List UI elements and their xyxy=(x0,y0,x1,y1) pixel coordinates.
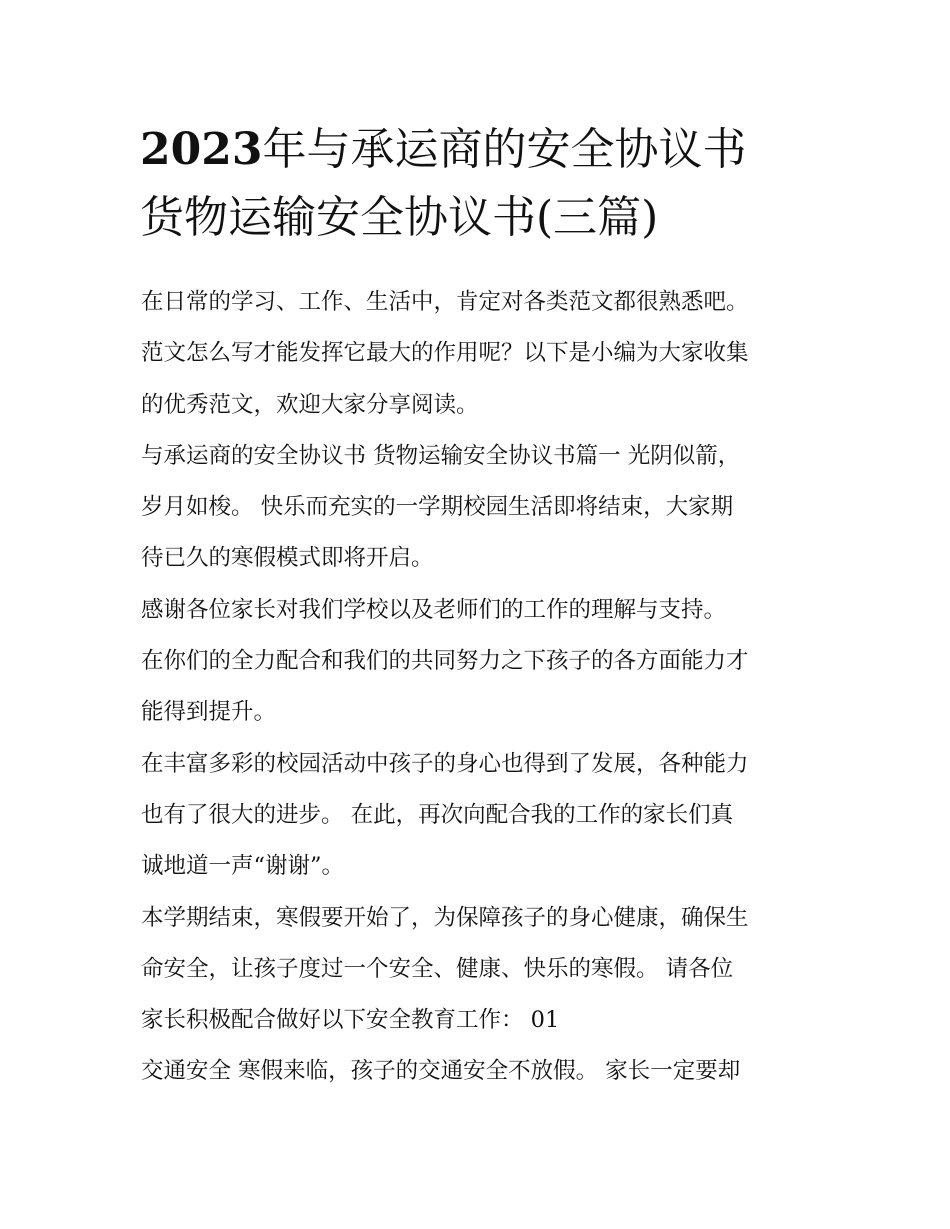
title-line-2: 货物运输安全协议书(三篇) xyxy=(140,192,659,243)
paragraph-line: 待已久的寒假模式即将开启。 xyxy=(141,545,434,572)
paragraph-line: 命安全，让孩子度过一个安全、健康、快乐的寒假。 请各位 xyxy=(141,955,734,982)
paragraph-thanks xyxy=(141,585,821,636)
paragraph-intro xyxy=(141,277,821,431)
paragraph-section-one xyxy=(141,431,821,585)
paragraph-cooperation xyxy=(141,636,821,739)
paragraph-line: 感谢各位家长对我们学校以及老师们的工作的理解与支持。 xyxy=(141,596,727,623)
paragraph-line: 也有了很大的进步。 在此，再次向配合我的工作的家长们真 xyxy=(141,801,734,828)
paragraph-line: 范文怎么写才能发挥它最大的作用呢？以下是小编为大家收集 xyxy=(141,340,749,367)
paragraph-activities xyxy=(141,739,821,893)
paragraph-line: 交通安全 寒假来临，孩子的交通安全不放假。 家长一定要却 xyxy=(141,1058,741,1085)
paragraph-line: 本学期结束，寒假要开始了，为保障孩子的身心健康，确保生 xyxy=(141,904,749,931)
paragraph-line: 与承运商的安全协议书 货物运输安全协议书篇一 光阴似箭， xyxy=(141,442,741,469)
paragraph-line: 岁月如梭。 快乐而充实的一学期校园生活即将结束，大家期 xyxy=(141,494,734,521)
paragraph-line: 诚地道一声“谢谢”。 xyxy=(141,853,345,880)
paragraph-line: 在日常的学习、工作、生活中，肯定对各类范文都很熟悉吧。 xyxy=(141,289,749,315)
paragraph-winter-break xyxy=(141,893,821,1047)
paragraph-line: 的优秀范文，欢迎大家分享阅读。 xyxy=(141,391,479,418)
document-title xyxy=(140,116,830,252)
paragraph-line: 能得到提升。 xyxy=(141,699,277,726)
title-line-1 xyxy=(140,116,830,184)
document-body xyxy=(141,277,821,1098)
title-year: 2023 xyxy=(140,124,263,175)
paragraph-line: 家长积极配合做好以下安全教育工作： 01 xyxy=(141,1007,560,1034)
title-line-1-text: 年与承运商的安全协议书 xyxy=(262,124,747,175)
paragraph-traffic-safety xyxy=(141,1046,821,1097)
paragraph-line: 在你们的全力配合和我们的共同努力之下孩子的各方面能力才 xyxy=(141,648,749,675)
paragraph-line: 在丰富多彩的校园活动中孩子的身心也得到了发展，各种能力 xyxy=(141,750,749,777)
